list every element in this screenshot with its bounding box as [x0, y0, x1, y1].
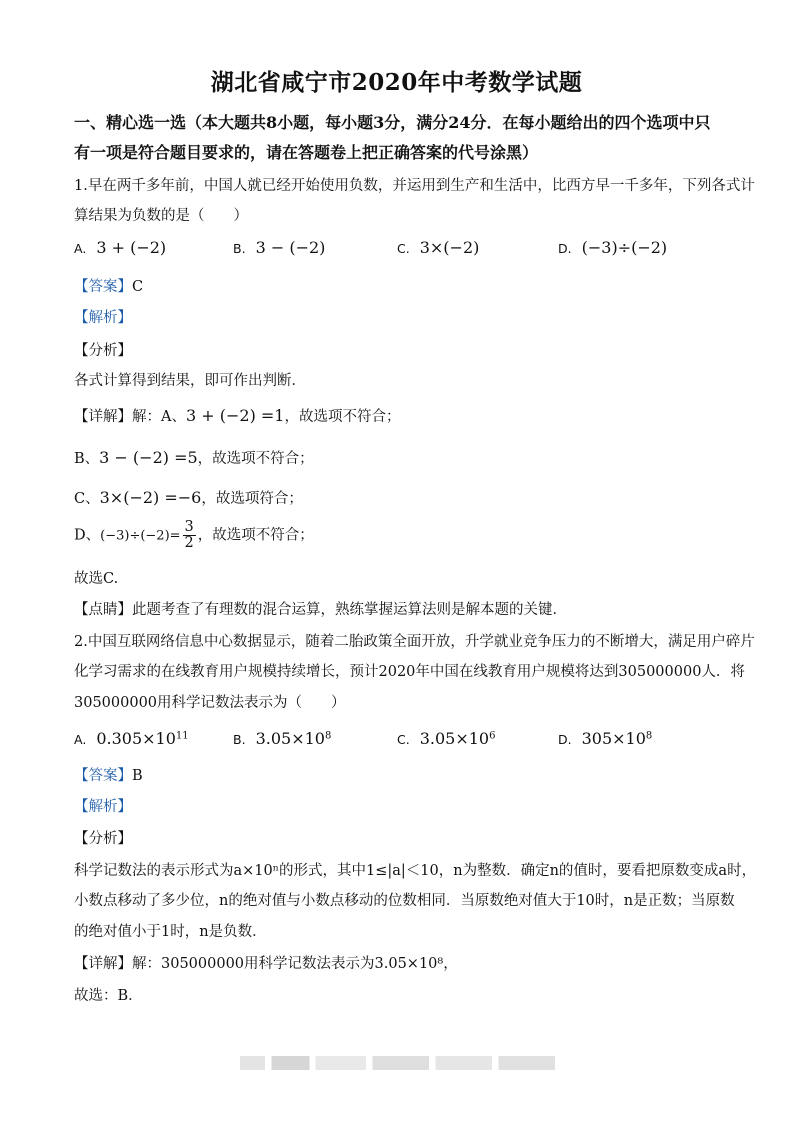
option-expression: (−3)÷(−2): [581, 238, 668, 257]
detail-d-suffix: ，故选项不符合；: [197, 527, 314, 544]
q1-stem-line2: 算结果为负数的是（ ）: [74, 208, 248, 224]
detail-c-prefix: C、: [74, 491, 100, 507]
detail-tag: 【详解】: [74, 409, 132, 425]
detail-a-suffix: ，故选项不符合；: [284, 409, 401, 425]
q2-fenxi-line1: 科学记数法的表示形式为a×10ⁿ的形式，其中1≤|a|＜10，n为整数．确定n的值时，要看把原数变成a时，: [74, 863, 757, 879]
option-base: 305×10: [581, 729, 646, 748]
q2-stem-line1: 2.中国互联网络信息中心数据显示，随着二胎政策全面开放，升学就业竞争压力的不断增大，满足用户碎片: [74, 634, 755, 650]
option-expression: 3 + (−2): [96, 238, 167, 257]
q2-answer: [74, 764, 724, 785]
option-label: C.: [397, 732, 410, 747]
q1-analysis-tag: 【解析】: [74, 310, 132, 326]
q2-option-a: [74, 729, 189, 748]
q1-dianjing: [74, 598, 724, 619]
q1-option-a: [74, 238, 166, 257]
option-exponent: 11: [175, 730, 189, 742]
answer-value: B: [132, 768, 143, 784]
option-expression: 3×(−2): [419, 238, 480, 257]
q1-detail-d: [74, 520, 724, 551]
q2-fenxi-line2: 小数点移动了多少位，n的绝对值与小数点移动的位数相同．当原数绝对值大于10时，n是正数；当原数: [74, 893, 735, 909]
dianjing-text: 此题考查了有理数的混合运算，熟练掌握运算法则是解本题的关键．: [132, 602, 567, 618]
detail-b-expression: 3 − (−2) =5: [99, 448, 198, 467]
option-exponent: 8: [324, 730, 332, 742]
option-base: 0.305×10: [96, 729, 176, 748]
q2-fenxi-line3: 的绝对值小于1时，n是负数．: [74, 924, 267, 940]
section-heading-line2: 有一项是符合题目要求的，请在答题卷上把正确答案的代号涂黑）: [74, 143, 539, 162]
detail-d-prefix: D、: [74, 527, 101, 544]
page-title: 湖北省咸宁市2020年中考数学试题: [210, 69, 583, 96]
answer-value: C: [132, 279, 144, 295]
option-label: D.: [558, 241, 572, 256]
q1-stem-line1: 1.早在两千多年前，中国人就已经开始使用负数，并运用到生产和生活中，比西方早一千多年，下列各式计: [74, 178, 755, 194]
q1-option-b: [233, 238, 325, 257]
q1-detail-a: [74, 405, 724, 426]
option-label: B.: [233, 241, 246, 256]
detail-b-suffix: ，故选项不符合；: [197, 451, 314, 467]
detail-d-fraction: [183, 520, 196, 551]
q2-stem-line3: 305000000用科学记数法表示为（ ）: [74, 695, 346, 711]
q1-option-d: [558, 238, 667, 257]
q1-fenxi-tag: 【分析】: [74, 343, 132, 359]
q1-conclusion: 故选C.: [74, 571, 119, 587]
detail-tag: 【详解】: [74, 956, 132, 972]
q2-analysis-tag: 【解析】: [74, 799, 132, 815]
option-label: D.: [558, 732, 572, 747]
detail-c-suffix: ，故选项符合；: [201, 491, 303, 507]
blurred-footer-watermark: [240, 1056, 555, 1070]
q2-fenxi-tag: 【分析】: [74, 831, 132, 847]
detail-a-prefix: 解：A、: [132, 409, 186, 425]
option-label: A.: [74, 241, 87, 256]
option-exponent: 6: [489, 730, 496, 742]
q1-detail-c: [74, 487, 724, 508]
option-label: C.: [397, 241, 410, 256]
detail-a-expression: 3 + (−2) =1: [185, 406, 285, 425]
fraction-numerator: 3: [184, 519, 194, 535]
q2-detail: [74, 952, 724, 973]
detail-b-prefix: B、: [74, 451, 100, 467]
option-base: 3.05×10: [419, 729, 490, 748]
option-base: 3.05×10: [255, 729, 325, 748]
option-label: B.: [233, 732, 246, 747]
answer-tag: 【答案】: [74, 279, 132, 295]
answer-tag: 【答案】: [74, 768, 132, 784]
option-label: A.: [74, 732, 87, 747]
option-exponent: 8: [645, 730, 653, 742]
dianjing-tag: 【点睛】: [74, 602, 132, 618]
q2-conclusion: 故选：B．: [74, 988, 143, 1004]
q1-answer: [74, 275, 724, 296]
option-expression: 3 − (−2): [255, 238, 326, 257]
detail-d-expression: (−3)÷(−2)=: [100, 528, 181, 544]
q2-option-c: [397, 729, 495, 748]
q1-detail-b: [74, 447, 724, 468]
detail-c-expression: 3×(−2) =−6: [99, 488, 202, 507]
q2-option-b: [233, 729, 331, 748]
q1-option-c: [397, 238, 479, 257]
q2-option-d: [558, 729, 652, 748]
q2-stem-line2: 化学习需求的在线教育用户规模持续增长，预计2020年中国在线教育用户规模将达到305000000人．将: [74, 664, 745, 680]
q1-fenxi-text: 各式计算得到结果，即可作出判断．: [74, 373, 306, 389]
fraction-denominator: 2: [184, 535, 194, 552]
detail-text: 解：305000000用科学记数法表示为3.05×10⁸，: [132, 956, 458, 972]
section-heading-line1: 一、精心选一选（本大题共8小题，每小题3分，满分24分．在每小题给出的四个选项中只: [74, 113, 711, 132]
